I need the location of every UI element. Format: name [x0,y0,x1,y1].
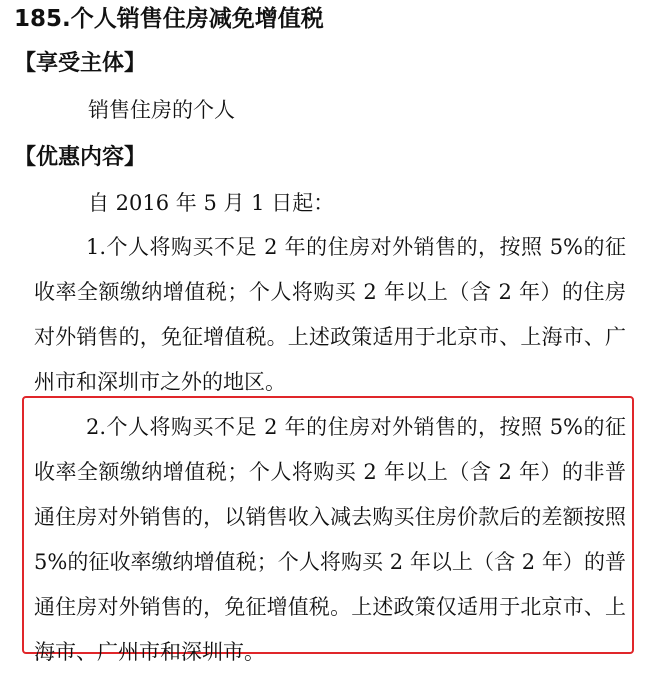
benefit-item-2: 2.个人将购买不足 2 年的住房对外销售的，按照 5%的征收率全额缴纳增值税；个人将购买 2 年以上（含 2 年）的非普通住房对外销售的，以销售收入减去购买住房价款后的差额按照 5%的征收率缴纳增值税；个人将购买 2 年以上（含 2 年）的普通住房对外销售的，免征增值税。上述政策仅适用于北京市、上海市、广州市和深圳市。 [34,415,626,664]
benefit-item-1: 1.个人将购买不足 2 年的住房对外销售的，按照 5%的征收率全额缴纳增值税；个人将购买 2 年以上（含 2 年）的住房对外销售的，免征增值税。上述政策适用于北京市、上海市、广州市和深圳市之外的地区。 [34,235,626,394]
page-title: 185.个人销售住房减免增值税 [14,6,324,32]
benefit-intro: 自 2016 年 5 月 1 日起： [88,191,335,215]
section-heading-benefit: 【优惠内容】 [14,145,147,170]
beneficiary-text: 销售住房的个人 [88,98,235,122]
section-heading-beneficiary: 【享受主体】 [14,51,147,76]
